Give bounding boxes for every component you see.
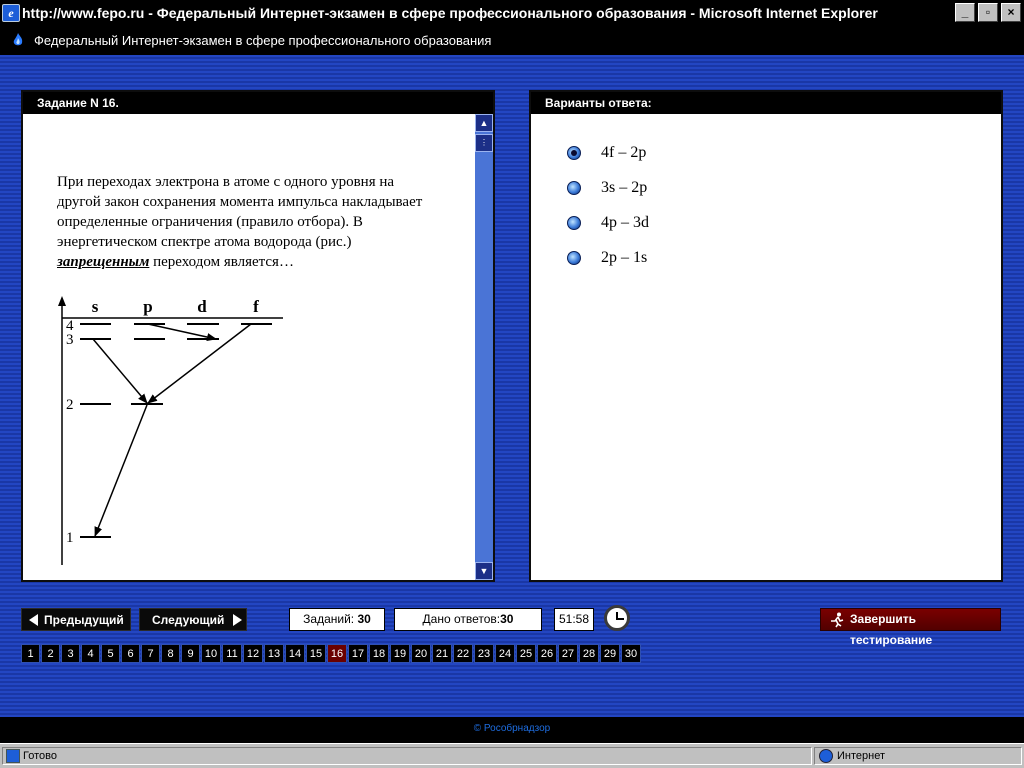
running-man-icon	[829, 612, 845, 628]
question-emphasis: запрещенным	[57, 254, 150, 270]
task-number-button[interactable]: 29	[600, 644, 620, 663]
tasks-count-value: 30	[357, 612, 371, 626]
answers-heading: Варианты ответа:	[531, 92, 1001, 114]
task-number-button[interactable]: 27	[558, 644, 578, 663]
level-label-1: 1	[66, 530, 74, 546]
task-number-button[interactable]: 30	[621, 644, 641, 663]
internet-globe-icon	[819, 749, 833, 763]
clock-icon	[604, 605, 630, 631]
next-button-label: Следующий	[152, 613, 225, 627]
task-number-button[interactable]: 13	[264, 644, 284, 663]
orbital-label-s: s	[91, 297, 99, 316]
task-heading: Задание N 16.	[23, 92, 493, 114]
timer: 51:58	[554, 608, 594, 631]
level-label-3: 3	[66, 332, 74, 348]
task-number-button[interactable]: 23	[474, 644, 494, 663]
task-number-button[interactable]: 20	[411, 644, 431, 663]
task-number-button[interactable]: 16	[327, 644, 347, 663]
task-number-button[interactable]: 24	[495, 644, 515, 663]
task-number-button[interactable]: 19	[390, 644, 410, 663]
browser-statusbar	[0, 743, 1024, 768]
status-left-cell	[2, 747, 812, 765]
task-number-button[interactable]: 28	[579, 644, 599, 663]
task-number-button[interactable]: 2	[41, 644, 60, 663]
previous-button[interactable]	[21, 608, 131, 631]
copyright-text: © Рособрнадзор	[473, 723, 551, 734]
tasks-count	[289, 608, 385, 631]
energy-level-diagram	[23, 92, 493, 580]
task-number-button[interactable]: 21	[432, 644, 452, 663]
task-number-button[interactable]: 14	[285, 644, 305, 663]
app-header	[0, 26, 1024, 55]
previous-button-label: Предыдущий	[44, 613, 124, 627]
answer-radio[interactable]	[567, 216, 581, 230]
answer-label: 4p – 3d	[601, 214, 649, 231]
answered-count-value: 30	[500, 612, 514, 626]
task-number-button[interactable]: 3	[61, 644, 80, 663]
answer-label: 2p – 1s	[601, 249, 648, 266]
minimize-button[interactable]: _	[955, 3, 975, 22]
task-panel	[21, 90, 495, 582]
transition-4p-3d	[148, 324, 216, 339]
task-number-button[interactable]: 10	[201, 644, 221, 663]
answers-panel	[529, 90, 1003, 582]
task-number-button[interactable]: 22	[453, 644, 473, 663]
orbital-label-f: f	[253, 297, 259, 316]
answer-radio[interactable]	[567, 146, 581, 160]
arrow-right-icon	[233, 614, 242, 626]
next-button[interactable]	[139, 608, 247, 631]
finish-test-button[interactable]	[820, 608, 1001, 647]
tasks-count-label: Заданий:	[303, 612, 355, 626]
energy-axis-arrowhead	[58, 296, 66, 306]
status-zone-cell	[814, 747, 1022, 765]
answered-count-label: Дано ответов:	[422, 612, 501, 626]
arrow-left-icon	[29, 614, 38, 626]
task-number-button[interactable]: 12	[243, 644, 263, 663]
answered-count	[394, 608, 542, 631]
answer-label: 4f – 2p	[601, 144, 647, 161]
task-number-button[interactable]: 6	[121, 644, 140, 663]
close-button[interactable]: ×	[1001, 3, 1021, 22]
question-text-part1: При переходах электрона в атоме с одного уровня на другой закон сохранения момента импульса накладывает определенные ограничения (правило отбора). В энергетическом спектре атома водорода (рис.)	[57, 174, 423, 250]
status-zone: Интернет	[837, 750, 885, 762]
task-number-button[interactable]: 1	[21, 644, 40, 663]
task-scrollbar[interactable]	[475, 114, 493, 580]
task-number-button[interactable]: 17	[348, 644, 368, 663]
internet-explorer-icon: e	[2, 4, 20, 22]
question-text-part2: переходом является…	[149, 254, 294, 270]
status-text: Готово	[23, 750, 57, 762]
answer-radio[interactable]	[567, 181, 581, 195]
scroll-up-button[interactable]: ▲	[475, 114, 493, 132]
finish-test-label: Завершить тестирование	[850, 612, 933, 647]
orbital-label-d: d	[197, 297, 207, 316]
answer-radio[interactable]	[567, 251, 581, 265]
scroll-down-button[interactable]: ▼	[475, 562, 493, 580]
window-title: http://www.fepo.ru - Федеральный Интернет-экзамен в сфере профессионального образования - Microsoft Internet Explorer	[22, 5, 878, 21]
task-number-button[interactable]: 26	[537, 644, 557, 663]
task-number-button[interactable]: 5	[101, 644, 120, 663]
level-label-2: 2	[66, 397, 74, 413]
transition-2p-1s	[95, 405, 147, 536]
task-number-button[interactable]: 11	[222, 644, 242, 663]
task-number-button[interactable]: 4	[81, 644, 100, 663]
task-number-button[interactable]: 9	[181, 644, 200, 663]
app-header-title: Федеральный Интернет-экзамен в сфере профессионального образования	[34, 33, 492, 48]
task-number-button[interactable]: 25	[516, 644, 536, 663]
answer-label: 3s – 2p	[601, 179, 648, 196]
fire-logo-icon	[10, 32, 26, 48]
page-icon	[6, 749, 20, 763]
level-label-4: 4	[66, 318, 74, 334]
task-number-button[interactable]: 15	[306, 644, 326, 663]
task-number-button[interactable]: 18	[369, 644, 389, 663]
scroll-thumb[interactable]: ⋮	[475, 134, 493, 152]
window-titlebar	[0, 0, 1024, 26]
orbital-label-p: p	[143, 297, 153, 316]
maximize-button[interactable]: ▫	[978, 3, 998, 22]
task-number-button[interactable]: 8	[161, 644, 180, 663]
page-footer	[0, 717, 1024, 743]
task-number-button[interactable]: 7	[141, 644, 160, 663]
transition-3s-2p	[93, 339, 147, 403]
